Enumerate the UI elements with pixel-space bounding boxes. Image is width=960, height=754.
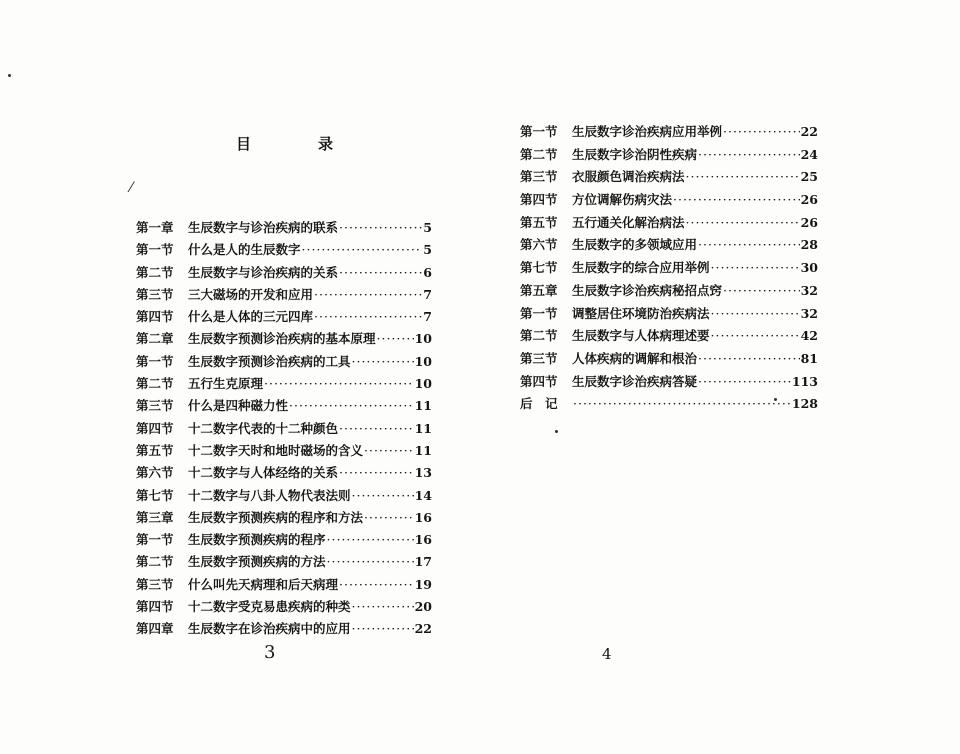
toc-leader-dots [711, 328, 800, 343]
toc-entry-label: 第三节 [136, 576, 174, 592]
toc-entry-label: 第五节 [520, 214, 558, 230]
toc-entry-label: 第一章 [136, 220, 174, 235]
toc-entry-label: 第七节 [136, 487, 174, 503]
toc-leader-dots [327, 554, 414, 569]
toc-entry-label: 第五节 [136, 442, 174, 458]
toc-entry-page: 19 [414, 576, 432, 592]
toc-entry-title: 十二数字与人体经络的关系 [188, 465, 339, 481]
toc-entry-page: 26 [800, 192, 818, 208]
toc-entry [136, 486, 432, 508]
toc-entry [136, 396, 432, 418]
toc-entry [520, 281, 818, 304]
toc-entry [520, 190, 818, 213]
toc-entry [136, 352, 432, 374]
toc-entry-label: 第三节 [520, 350, 558, 366]
toc-entry [520, 349, 818, 372]
toc-entry-label: 第三节 [136, 398, 174, 414]
toc-entry-title: 生辰数字预测诊治疾病的工具 [188, 353, 351, 369]
toc-entry [136, 575, 432, 597]
toc-entry [136, 285, 432, 307]
toc-entry-title: 生辰数字与诊治疾病的关系 [188, 264, 339, 280]
toc-entry-title: 什么是人体的三元四库 [188, 309, 314, 325]
toc-entry-page: 10 [414, 353, 432, 369]
toc-leader-dots [352, 621, 414, 636]
toc-entry-page: 7 [423, 286, 432, 302]
toc-leader-dots [289, 398, 414, 413]
scan-artifact: ⁄ [130, 180, 133, 196]
toc-leader-dots [264, 376, 414, 391]
toc-entry-title: 方位调解伤病灾法 [572, 192, 673, 208]
toc-leader-dots [364, 443, 414, 458]
toc-entry-title: 生辰数字预测疾病的程序和方法 [188, 509, 364, 525]
toc-leader-dots [364, 510, 414, 525]
toc-leader-dots [339, 220, 422, 235]
toc-entry-page: 22 [800, 124, 818, 139]
toc-entry-label: 第四节 [136, 420, 174, 436]
toc-entry-title: 生辰数字诊治疾病应用举例 [572, 124, 723, 139]
toc-entry-title: 衣服颜色调治疾病法 [572, 169, 685, 185]
toc-leader-dots [698, 374, 791, 389]
toc-leader-dots [314, 309, 422, 324]
toc-entry [136, 619, 432, 641]
toc-entry [520, 145, 818, 168]
toc-title: 目 录 [236, 135, 360, 153]
toc-entry-label: 第一节 [136, 353, 174, 369]
toc-entry-page: 32 [800, 282, 818, 298]
toc-leader-dots [302, 242, 423, 257]
toc-entry-page: 128 [791, 396, 818, 412]
toc-entry [520, 372, 818, 395]
toc-entry-page: 5 [423, 242, 432, 258]
toc-entry [136, 530, 432, 552]
toc-leader-dots [711, 260, 800, 275]
toc-entry-label: 第四节 [136, 309, 174, 325]
toc-entry-page: 10 [414, 376, 432, 392]
toc-entry-page: 11 [414, 420, 432, 436]
toc-entry-label: 后 记 [520, 396, 558, 412]
toc-entry-title: 调整居住环境防治疾病法 [572, 305, 710, 321]
toc-entry-label: 第二节 [136, 554, 174, 570]
toc-leader-dots [723, 283, 800, 298]
toc-entry-page: 13 [414, 465, 432, 481]
toc-entry-title: 五行通关化解治病法 [572, 214, 685, 230]
toc-entry-title: 三大磁场的开发和应用 [188, 286, 314, 302]
toc-leader-dots [698, 237, 800, 252]
toc-list-right [520, 122, 818, 417]
toc-entry-title: 生辰数字在诊治疾病中的应用 [188, 621, 351, 637]
toc-entry-title: 十二数字天时和地时磁场的含义 [188, 442, 364, 458]
toc-entry [136, 441, 432, 463]
toc-list-left [136, 218, 432, 642]
toc-leader-dots [339, 577, 414, 592]
toc-leader-dots [711, 306, 800, 321]
toc-leader-dots [352, 488, 414, 503]
toc-entry-label: 第三节 [520, 169, 558, 185]
scan-speck [8, 74, 11, 77]
toc-entry-title: 十二数字受克易患疾病的种类 [188, 599, 351, 615]
toc-entry-label: 第七节 [520, 260, 558, 276]
page-number-left: 3 [264, 642, 276, 663]
toc-leader-dots [352, 599, 414, 614]
toc-entry-page: 32 [800, 305, 818, 321]
toc-entry-label: 第四节 [520, 192, 558, 208]
toc-entry-title: 生辰数字与诊治疾病的联系 [188, 220, 339, 235]
toc-entry-page: 24 [800, 146, 818, 162]
toc-entry [136, 240, 432, 262]
toc-entry [520, 326, 818, 349]
toc-entry-title: 生辰数字诊治阴性疾病 [572, 146, 698, 162]
toc-entry-label: 第一节 [520, 124, 558, 139]
toc-entry-page: 5 [423, 220, 432, 235]
toc-entry-page: 81 [800, 350, 818, 366]
toc-entry [136, 374, 432, 396]
toc-leader-dots [673, 192, 800, 207]
toc-entry-page: 26 [800, 214, 818, 230]
toc-entry [136, 419, 432, 441]
toc-entry-page: 42 [800, 328, 818, 344]
toc-leader-dots [352, 354, 414, 369]
toc-entry-page: 10 [414, 331, 432, 347]
toc-entry-title: 生辰数字诊治疾病秘招点窍 [572, 282, 723, 298]
toc-entry [520, 235, 818, 258]
toc-leader-dots [686, 215, 800, 230]
toc-entry-label: 第六节 [136, 465, 174, 481]
toc-entry [520, 258, 818, 281]
toc-entry [136, 218, 432, 240]
toc-entry-title: 什么是四种磁力性 [188, 398, 289, 414]
toc-entry [520, 304, 818, 327]
toc-entry-title: 十二数字与八卦人物代表法则 [188, 487, 351, 503]
toc-entry-label: 第三章 [136, 509, 174, 525]
toc-entry-title: 十二数字代表的十二种颜色 [188, 420, 339, 436]
toc-entry-page: 7 [423, 309, 432, 325]
toc-entry-page: 11 [414, 442, 432, 458]
toc-entry-page: 30 [800, 260, 818, 276]
toc-entry-label: 第一节 [136, 532, 174, 548]
toc-entry-label: 第一节 [136, 242, 174, 258]
page-number-right: 4 [602, 645, 612, 663]
toc-entry [520, 122, 818, 145]
toc-entry-label: 第二节 [136, 376, 174, 392]
toc-entry-page: 28 [800, 237, 818, 253]
toc-entry-page: 16 [414, 509, 432, 525]
toc-leader-dots [723, 124, 800, 139]
toc-entry-label: 第四节 [136, 599, 174, 615]
toc-entry-title: 生辰数字预测诊治疾病的基本原理 [188, 331, 376, 347]
toc-entry-page: 16 [414, 532, 432, 548]
toc-leader-dots [314, 287, 422, 302]
toc-entry-label: 第六节 [520, 237, 558, 253]
toc-leader-dots [573, 396, 791, 411]
toc-entry [136, 597, 432, 619]
right-page [480, 0, 960, 754]
toc-entry-title: 生辰数字诊治疾病答疑 [572, 373, 698, 389]
toc-entry [136, 463, 432, 485]
toc-entry-title: 生辰数字预测疾病的程序 [188, 532, 326, 548]
toc-entry-page: 11 [414, 398, 432, 414]
toc-leader-dots [686, 169, 800, 184]
toc-entry-label: 第四节 [520, 373, 558, 389]
toc-entry [520, 167, 818, 190]
toc-entry-label: 第二章 [136, 331, 174, 347]
toc-entry-title: 什么是人的生辰数字 [188, 242, 301, 258]
toc-entry-label: 第一节 [520, 305, 558, 321]
toc-entry-label: 第二节 [520, 328, 558, 344]
toc-entry-label: 第二节 [520, 146, 558, 162]
toc-entry-page: 17 [414, 554, 432, 570]
toc-entry-label: 第四章 [136, 621, 174, 637]
toc-leader-dots [339, 465, 414, 480]
toc-entry-title: 五行生克原理 [188, 376, 264, 392]
toc-entry-title: 什么叫先天病理和后天病理 [188, 576, 339, 592]
toc-entry [136, 552, 432, 574]
toc-leader-dots [698, 351, 800, 366]
toc-entry-page: 6 [423, 264, 432, 280]
toc-entry-label: 第三节 [136, 286, 174, 302]
toc-entry-page: 25 [800, 169, 818, 185]
toc-entry [136, 307, 432, 329]
toc-entry-title: 生辰数字的多领域应用 [572, 237, 698, 253]
toc-leader-dots [698, 147, 800, 162]
toc-entry-label: 第二节 [136, 264, 174, 280]
toc-entry [136, 329, 432, 351]
toc-entry-label: 第五章 [520, 282, 558, 298]
toc-leader-dots [339, 421, 414, 436]
toc-entry-title: 生辰数字预测疾病的方法 [188, 554, 326, 570]
toc-entry [136, 508, 432, 530]
toc-entry-title: 生辰数字与人体病理述要 [572, 328, 710, 344]
scan-speck [555, 430, 558, 433]
scan-speck [774, 398, 777, 401]
toc-entry-title: 人体疾病的调解和根治 [572, 350, 698, 366]
toc-entry-page: 22 [414, 621, 432, 637]
toc-entry-page: 14 [414, 487, 432, 503]
toc-entry [520, 213, 818, 236]
toc-entry [136, 263, 432, 285]
toc-entry-page: 20 [414, 599, 432, 615]
toc-leader-dots [339, 265, 422, 280]
toc-leader-dots [327, 532, 414, 547]
toc-entry-title: 生辰数字的综合应用举例 [572, 260, 710, 276]
toc-leader-dots [377, 331, 414, 346]
toc-entry-page: 113 [791, 373, 818, 389]
